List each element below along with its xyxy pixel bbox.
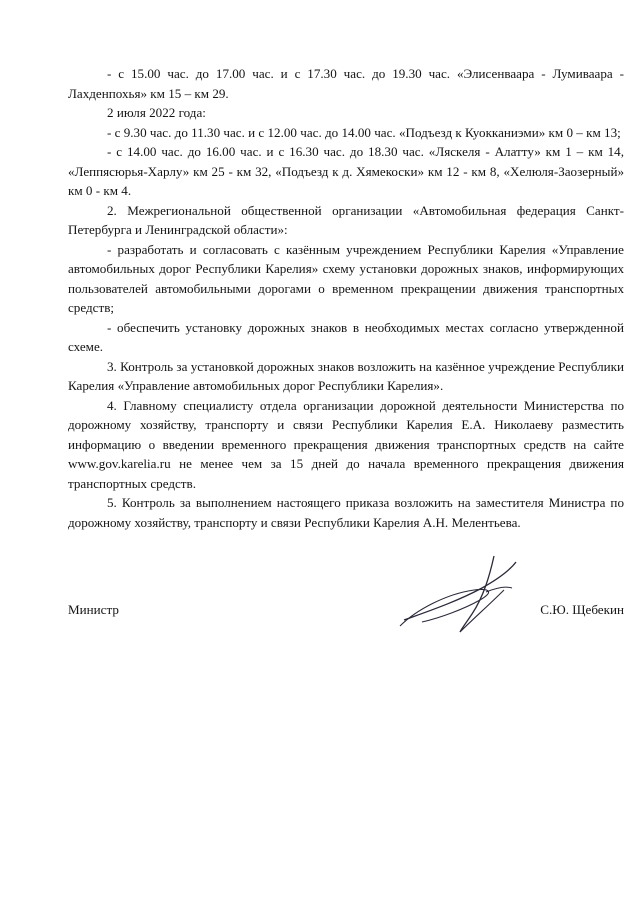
signer-title: Министр bbox=[68, 602, 119, 617]
paragraph-date: 2 июля 2022 года: bbox=[107, 105, 206, 120]
paragraph-item-4: 4. Главному специалисту отдела организации дорожной деятельности Министерства по дорожному хозяйству, транспорту и связи Республики Карелия Е.А. Николаеву разместить информацию о введении временного прекращения движения транспортных средств на сайте www.gov.karelia.ru не менее чем за 15 дней до начала временного прекращения движения транспортных средств. bbox=[68, 397, 624, 491]
signature-block bbox=[68, 548, 624, 658]
handwritten-signature bbox=[386, 548, 536, 648]
document-body bbox=[68, 64, 624, 532]
paragraph-item-3: 3. Контроль за установкой дорожных знаков возложить на казённое учреждение Республики Карелия «Управление автомобильных дорог Республики Карелия». bbox=[68, 358, 624, 393]
paragraph-schedule-lyaskelya: - с 14.00 час. до 16.00 час. и с 16.30 час. до 18.30 час. «Ляскеля - Алатту» км 1 – км 14, «Леппясюрья-Харлу» км 25 - км 32, «Подъезд к д. Хямекоски» км 12 - км 8, «Хелюля-Заозерный» км 0 - км 4. bbox=[68, 144, 624, 198]
paragraph-schedule-kuokkaniemi: - с 9.30 час. до 11.30 час. и с 12.00 час. до 14.00 час. «Подъезд к Куокканиэми» км 0 – км 13; bbox=[107, 124, 621, 140]
paragraph-item-2: 2. Межрегиональной общественной организации «Автомобильная федерация Санкт-Петербурга и Ленинградской области»: bbox=[68, 202, 624, 237]
paragraph-item-2-install: - обеспечить установку дорожных знаков в необходимых местах согласно утвержденной схеме. bbox=[68, 319, 624, 354]
paragraph-item-2-develop: - разработать и согласовать с казённым учреждением Республики Карелия «Управление автомобильных дорог Республики Карелия» схему установки дорожных знаков, информирующих пользователей автомобильными дорогами о временном прекращении движения транспортных средств; bbox=[68, 241, 624, 315]
paragraph-schedule-elisenvaara: - с 15.00 час. до 17.00 час. и с 17.30 час. до 19.30 час. «Элисенваара - Лумиваара - Лахденпохья» км 15 – км 29. bbox=[68, 66, 624, 101]
paragraph-item-5: 5. Контроль за выполнением настоящего приказа возложить на заместителя Министра по дорожному хозяйству, транспорту и связи Республики Карелия А.Н. Мелентьева. bbox=[68, 495, 624, 530]
signer-name: С.Ю. Щебекин bbox=[540, 602, 624, 617]
